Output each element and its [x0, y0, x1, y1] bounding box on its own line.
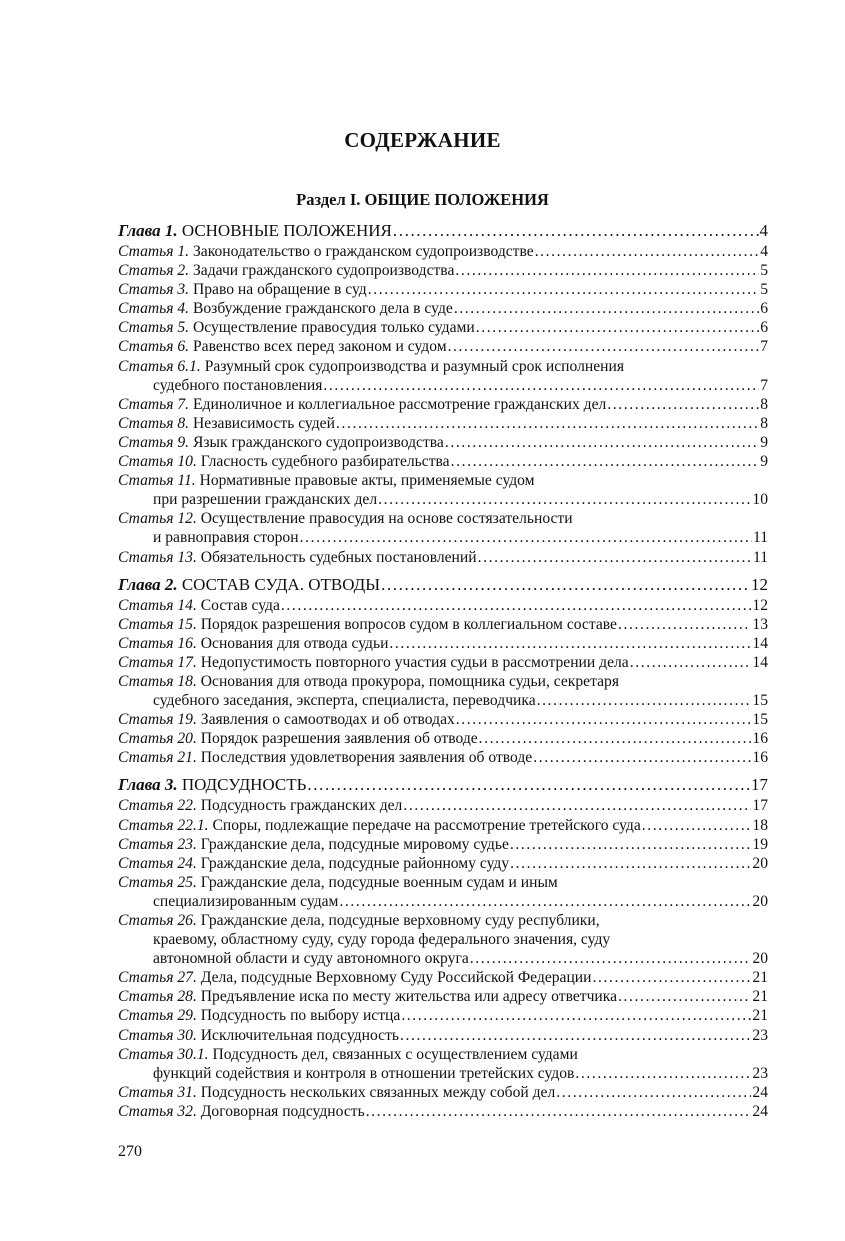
toc-page: 24 [752, 1102, 768, 1120]
toc-article-row[interactable] [118, 987, 768, 1006]
toc-page: 20 [752, 892, 768, 910]
toc-article-row[interactable] [118, 1026, 768, 1045]
toc-page: 23 [752, 1064, 768, 1082]
toc-leader-dots [281, 596, 752, 615]
toc-text: Споры, подлежащие передаче на рассмотрение третейского суда [212, 816, 641, 834]
toc-text: краевому, областному суду, суду города федерального значения, суду [153, 931, 611, 949]
toc-page: 14 [752, 653, 768, 671]
toc-article-row[interactable] [118, 395, 768, 414]
toc-continuation-row[interactable] [118, 1064, 768, 1083]
toc-article-row[interactable] [118, 911, 768, 930]
toc-text: Гражданские дела, подсудные верховному суду республики, [200, 912, 600, 929]
toc-text: ОСНОВНЫЕ ПОЛОЖЕНИЯ [181, 221, 392, 240]
toc-prefix: Статья 10. [118, 453, 197, 471]
toc-continuation-row[interactable] [118, 528, 768, 547]
toc-page: 17 [752, 797, 768, 815]
toc-prefix: Статья 18. [118, 672, 197, 690]
toc-text: Гражданские дела, подсудные военным судам и иным [200, 873, 558, 891]
toc-leader-dots [393, 220, 759, 242]
toc-leader-dots [368, 280, 760, 299]
toc-leader-dots [575, 1064, 751, 1083]
toc-text: Гласность судебного разбирательства [200, 453, 450, 471]
toc-prefix: Статья 5. [118, 319, 190, 337]
toc-article-row[interactable] [118, 1006, 768, 1025]
toc-text: Предъявление иска по месту жительства или адресу ответчика [200, 988, 618, 1006]
toc-text: Разумный срок судопроизводства и разумный срок исполнения [204, 357, 625, 375]
toc-prefix: Статья 6. [118, 338, 190, 356]
toc-continuation-row[interactable] [118, 376, 768, 395]
toc-prefix: Статья 8. [118, 414, 190, 432]
toc-leader-dots [389, 634, 751, 653]
toc-page: 8 [760, 414, 768, 432]
toc-prefix: Статья 28. [118, 988, 197, 1006]
toc-page: 6 [760, 300, 768, 318]
toc-prefix: Статья 14. [118, 596, 197, 614]
toc-text: Заявления о самоотводах и об отводах [200, 711, 455, 729]
toc-page: 17 [751, 775, 768, 795]
toc-leader-dots [478, 548, 752, 567]
toc-prefix: Глава 1. [118, 221, 178, 240]
toc-page: 4 [759, 221, 768, 240]
toc-article-row[interactable] [118, 280, 768, 299]
toc-article-row[interactable] [118, 634, 768, 653]
toc-leader-dots [339, 892, 751, 911]
toc-prefix: Глава 2. [118, 574, 178, 594]
toc-text: Подсудность дел, связанных с осуществлением судами [212, 1045, 578, 1063]
toc-text: Состав суда [200, 596, 280, 614]
toc-article-row[interactable] [118, 452, 768, 471]
toc-prefix: Глава 3. [118, 775, 178, 795]
toc-leader-dots [455, 261, 759, 280]
toc-leader-dots [479, 729, 752, 748]
toc-article-row[interactable] [118, 672, 768, 691]
page-title: СОДЕРЖАНИЕ [344, 128, 501, 152]
toc-page: 13 [752, 615, 768, 633]
toc-prefix: Статья 9. [118, 433, 190, 451]
toc-leader-dots [470, 949, 752, 968]
toc-leader-dots [630, 653, 752, 672]
toc-prefix: Статья 32. [118, 1102, 197, 1120]
toc-article-row[interactable] [118, 835, 768, 854]
toc-page: 7 [760, 338, 768, 356]
toc-page: 9 [760, 433, 768, 451]
toc-text: Язык гражданского судопроизводства [192, 433, 444, 451]
toc-article-row[interactable] [118, 1045, 768, 1064]
toc-page: 20 [752, 854, 768, 872]
toc-article-row[interactable] [118, 414, 768, 433]
toc-text: Подсудность нескольких связанных между собой дел [200, 1083, 556, 1101]
toc-page: 5 [760, 281, 768, 299]
toc-prefix: Статья 16. [118, 634, 197, 652]
toc-leader-dots [448, 337, 760, 356]
toc-text: Исключительная подсудность [200, 1026, 399, 1044]
toc-prefix: Статья 23. [118, 835, 197, 853]
toc-text: Дела, подсудные Верховному Суду Российской Федерации [200, 969, 592, 987]
toc-leader-dots [510, 854, 751, 873]
toc-text: Подсудность гражданских дел [200, 797, 403, 815]
toc-page: 16 [752, 749, 768, 767]
toc-article-row[interactable] [118, 748, 768, 767]
toc-text: судебного постановления [153, 376, 323, 394]
toc-article-row[interactable] [118, 1102, 768, 1121]
toc-leader-dots [451, 452, 760, 471]
toc-leader-dots [336, 414, 759, 433]
toc-page: 14 [752, 634, 768, 652]
toc-page: 21 [752, 988, 768, 1006]
toc-page: 7 [760, 376, 768, 394]
toc-text: Единоличное и коллегиальное рассмотрение гражданских дел [192, 395, 607, 413]
table-of-contents [118, 220, 768, 1121]
toc-leader-dots [381, 574, 750, 596]
toc-article-row[interactable] [118, 509, 768, 528]
toc-leader-dots [300, 528, 752, 547]
toc-page: 18 [752, 816, 768, 834]
toc-leader-dots [593, 968, 752, 987]
toc-text: Гражданские дела, подсудные районному суду [200, 854, 510, 872]
toc-leader-dots [445, 433, 759, 452]
toc-text: при разрешении гражданских дел [153, 491, 378, 509]
toc-prefix: Статья 15. [118, 615, 197, 633]
toc-text: Возбуждение гражданского дела в суде [192, 300, 453, 318]
toc-text: СОСТАВ СУДА. ОТВОДЫ [181, 574, 381, 594]
toc-article-row[interactable] [118, 710, 768, 729]
toc-prefix: Статья 29. [118, 1007, 197, 1025]
toc-leader-dots [618, 987, 751, 1006]
toc-article-row[interactable] [118, 433, 768, 452]
toc-text: Законодательство о гражданском судопроизводстве [192, 243, 534, 260]
toc-page: 11 [752, 529, 768, 547]
toc-prefix: Статья 25. [118, 873, 197, 891]
toc-article-row[interactable] [118, 318, 768, 337]
toc-prefix: Статья 3. [118, 281, 190, 299]
toc-continuation-row[interactable] [118, 892, 768, 911]
toc-prefix: Статья 17. [118, 653, 197, 671]
toc-text: Основания для отвода судьи [200, 634, 389, 652]
toc-page: 4 [760, 243, 768, 260]
toc-text: функций содействия и контроля в отношении третейских судов [153, 1064, 575, 1082]
toc-text: судебного заседания, эксперта, специалиста, переводчика [153, 692, 536, 710]
toc-text: и равноправия сторон [153, 529, 299, 547]
toc-leader-dots [476, 318, 759, 337]
toc-page: 11 [752, 548, 768, 566]
toc-leader-dots [366, 1102, 752, 1121]
toc-prefix: Статья 11. [118, 472, 196, 490]
toc-prefix: Статья 24. [118, 854, 197, 872]
toc-prefix: Статья 30.1. [118, 1045, 209, 1063]
toc-article-row[interactable] [118, 968, 768, 987]
toc-page: 15 [752, 692, 768, 710]
toc-text: Основания для отвода прокурора, помощника судьи, секретаря [200, 672, 620, 690]
toc-article-row[interactable] [118, 261, 768, 280]
toc-article-row[interactable] [118, 242, 768, 261]
toc-text: Равенство всех перед законом и судом [192, 338, 447, 356]
toc-prefix: Статья 21. [118, 749, 197, 767]
toc-chapter-row[interactable] [118, 574, 768, 596]
toc-text: Гражданские дела, подсудные мировому судье [200, 835, 509, 853]
toc-leader-dots [323, 376, 759, 395]
toc-page: 10 [752, 491, 768, 509]
toc-leader-dots [535, 242, 760, 261]
toc-leader-dots [401, 1006, 751, 1025]
toc-page: 16 [752, 730, 768, 748]
toc-page: 19 [752, 835, 768, 853]
toc-page: 21 [752, 969, 768, 987]
toc-leader-dots [642, 816, 752, 835]
toc-text: специализированным судам [153, 892, 339, 910]
toc-leader-dots [607, 395, 759, 414]
toc-article-row[interactable] [118, 796, 768, 815]
toc-continuation-row[interactable] [118, 930, 768, 949]
toc-prefix: Статья 7. [118, 395, 190, 413]
toc-prefix: Статья 22.1. [118, 816, 209, 834]
toc-leader-dots [510, 835, 752, 854]
toc-leader-dots [456, 710, 752, 729]
toc-prefix: Статья 4. [118, 300, 190, 318]
toc-prefix: Статья 30. [118, 1026, 197, 1044]
toc-text: Право на обращение в суд [192, 281, 367, 299]
toc-prefix: Статья 19. [118, 711, 197, 729]
toc-text: Последствия удовлетворения заявления об отводе [200, 749, 533, 767]
toc-text: Осуществление правосудия на основе состязательности [200, 510, 573, 528]
toc-page: 21 [752, 1007, 768, 1025]
toc-text: Недопустимость повторного участия судьи в рассмотрении дела [200, 653, 629, 671]
toc-leader-dots [307, 774, 750, 796]
toc-prefix: Статья 12. [118, 510, 197, 528]
toc-prefix: Статья 27. [118, 969, 197, 987]
toc-leader-dots [556, 1083, 751, 1102]
toc-page: 5 [760, 262, 768, 280]
toc-chapter-row[interactable] [118, 220, 768, 242]
toc-article-row[interactable] [118, 816, 768, 835]
toc-article-row[interactable] [118, 357, 768, 376]
toc-leader-dots [400, 1026, 751, 1045]
toc-article-row[interactable] [118, 548, 768, 567]
toc-continuation-row[interactable] [118, 490, 768, 509]
toc-article-row[interactable] [118, 596, 768, 615]
toc-page: 23 [752, 1026, 768, 1044]
toc-page: 15 [752, 711, 768, 729]
toc-text: ПОДСУДНОСТЬ [181, 775, 307, 795]
toc-article-row[interactable] [118, 729, 768, 748]
toc-text: Осуществление правосудия только судами [192, 319, 475, 337]
toc-leader-dots [403, 796, 751, 815]
toc-prefix: Статья 20. [118, 730, 197, 748]
toc-leader-dots [454, 299, 759, 318]
toc-page: 24 [752, 1083, 768, 1101]
toc-prefix: Статья 26. [118, 912, 197, 929]
toc-article-row[interactable] [118, 337, 768, 356]
toc-page: 8 [760, 395, 768, 413]
toc-chapter-row[interactable] [118, 774, 768, 796]
toc-page: 9 [760, 453, 768, 471]
toc-leader-dots [378, 490, 751, 509]
toc-article-row[interactable] [118, 299, 768, 318]
toc-article-row[interactable] [118, 471, 768, 490]
toc-article-row[interactable] [118, 653, 768, 672]
toc-prefix: Статья 13. [118, 548, 197, 566]
toc-prefix: Статья 1. [118, 243, 190, 260]
toc-article-row[interactable] [118, 873, 768, 892]
toc-text: Обязательность судебных постановлений [200, 548, 477, 566]
toc-prefix: Статья 22. [118, 797, 197, 815]
toc-article-row[interactable] [118, 854, 768, 873]
toc-prefix: Статья 31. [118, 1083, 197, 1101]
toc-text: Порядок разрешения вопросов судом в коллегиальном составе [200, 615, 617, 633]
toc-text: Нормативные правовые акты, применяемые судом [199, 472, 535, 490]
toc-text: автономной области и суду автономного округа [153, 950, 469, 968]
toc-article-row[interactable] [118, 1083, 768, 1102]
toc-text: Задачи гражданского судопроизводства [192, 262, 455, 280]
toc-text: Порядок разрешения заявления об отводе [200, 730, 478, 748]
page-number: 270 [118, 1143, 142, 1160]
toc-page: 12 [752, 596, 768, 614]
toc-article-row[interactable] [118, 615, 768, 634]
toc-continuation-row[interactable] [118, 691, 768, 710]
toc-leader-dots [618, 615, 751, 634]
toc-prefix: Статья 2. [118, 262, 190, 280]
toc-page: 20 [752, 950, 768, 968]
toc-text: Независимость судей [192, 414, 335, 432]
toc-continuation-row[interactable] [118, 949, 768, 968]
toc-leader-dots [533, 748, 751, 767]
toc-page: 12 [751, 574, 768, 594]
section-title: Раздел I. ОБЩИЕ ПОЛОЖЕНИЯ [296, 190, 549, 209]
toc-page: 6 [760, 319, 768, 337]
toc-text: Договорная подсудность [200, 1102, 365, 1120]
toc-text: Подсудность по выбору истца [200, 1007, 401, 1025]
toc-prefix: Статья 6.1. [118, 357, 201, 375]
toc-leader-dots [537, 691, 752, 710]
